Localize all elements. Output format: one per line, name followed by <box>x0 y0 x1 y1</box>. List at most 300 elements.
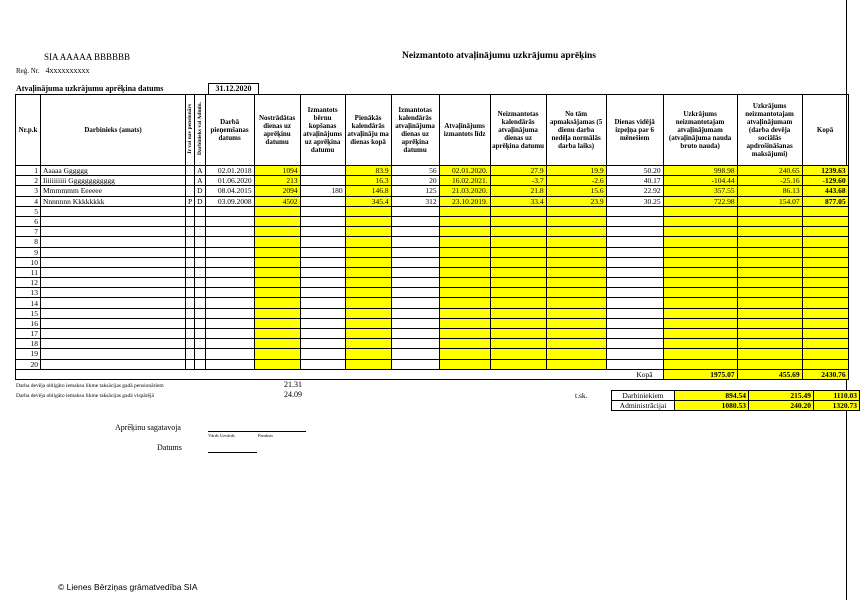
cell-total[interactable] <box>802 206 848 216</box>
cell-employee[interactable] <box>41 298 186 308</box>
cell-due-days[interactable] <box>345 298 391 308</box>
cell-nr[interactable]: 4 <box>16 196 41 206</box>
cell-accrual-ss[interactable]: -25.16 <box>737 176 802 186</box>
cell-category[interactable] <box>195 267 205 277</box>
cell-avg-earnings[interactable]: 40.17 <box>606 176 663 186</box>
cell-used-until[interactable]: 23.10.2019. <box>439 196 490 206</box>
cell-accrual-ss[interactable] <box>737 278 802 288</box>
cell-accrual[interactable] <box>663 288 737 298</box>
cell-start-date[interactable] <box>205 288 254 298</box>
cell-employee[interactable] <box>41 247 186 257</box>
cell-accrual[interactable] <box>663 339 737 349</box>
cell-employee[interactable]: Aaaaa Gggggg <box>41 166 186 176</box>
cell-worked-days[interactable] <box>254 257 300 267</box>
cell-worked-days[interactable] <box>254 318 300 328</box>
cell-accrual-ss[interactable] <box>737 359 802 369</box>
cell-used-child-leave[interactable] <box>300 237 345 247</box>
cell-pensioner[interactable] <box>186 308 195 318</box>
cell-nr[interactable]: 12 <box>16 278 41 288</box>
cell-pensioner[interactable] <box>186 278 195 288</box>
cell-employee[interactable] <box>41 288 186 298</box>
cell-payable-days[interactable]: 15.6 <box>546 186 606 196</box>
cell-due-days[interactable] <box>345 359 391 369</box>
cell-pensioner[interactable] <box>186 216 195 226</box>
cell-payable-days[interactable] <box>546 257 606 267</box>
cell-accrual[interactable] <box>663 247 737 257</box>
cell-worked-days[interactable] <box>254 308 300 318</box>
cell-nr[interactable]: 15 <box>16 308 41 318</box>
cell-due-days[interactable] <box>345 329 391 339</box>
cell-unused-days[interactable] <box>490 237 546 247</box>
cell-worked-days[interactable] <box>254 349 300 359</box>
cell-employee[interactable] <box>41 318 186 328</box>
cell-category[interactable] <box>195 237 205 247</box>
cell-payable-days[interactable] <box>546 216 606 226</box>
cell-nr[interactable]: 7 <box>16 227 41 237</box>
cell-accrual[interactable] <box>663 278 737 288</box>
cell-start-date[interactable] <box>205 227 254 237</box>
cell-used-days[interactable] <box>391 278 439 288</box>
cell-accrual[interactable] <box>663 318 737 328</box>
cell-used-days[interactable] <box>391 216 439 226</box>
cell-total[interactable] <box>802 257 848 267</box>
cell-unused-days[interactable] <box>490 247 546 257</box>
cell-pensioner[interactable] <box>186 318 195 328</box>
cell-unused-days[interactable] <box>490 298 546 308</box>
cell-total[interactable] <box>802 308 848 318</box>
cell-accrual-ss[interactable] <box>737 308 802 318</box>
cell-avg-earnings[interactable] <box>606 318 663 328</box>
cell-total[interactable] <box>802 359 848 369</box>
calc-date-value[interactable]: 31.12.2020 <box>208 83 259 94</box>
cell-used-until[interactable] <box>439 267 490 277</box>
cell-used-child-leave[interactable] <box>300 308 345 318</box>
cell-used-days[interactable] <box>391 359 439 369</box>
cell-used-child-leave[interactable] <box>300 339 345 349</box>
cell-worked-days[interactable]: 2094 <box>254 186 300 196</box>
cell-employee[interactable]: Nnnnnnn Kkkkkkkk <box>41 196 186 206</box>
cell-nr[interactable]: 17 <box>16 329 41 339</box>
cell-category[interactable] <box>195 359 205 369</box>
cell-accrual[interactable] <box>663 257 737 267</box>
cell-due-days[interactable] <box>345 247 391 257</box>
cell-pensioner[interactable] <box>186 227 195 237</box>
cell-accrual-ss[interactable] <box>737 318 802 328</box>
cell-total[interactable]: 1239.63 <box>802 166 848 176</box>
cell-accrual[interactable] <box>663 237 737 247</box>
cell-used-days[interactable] <box>391 237 439 247</box>
cell-used-until[interactable] <box>439 349 490 359</box>
cell-category[interactable]: A <box>195 176 205 186</box>
cell-start-date[interactable] <box>205 257 254 267</box>
cell-used-days[interactable]: 312 <box>391 196 439 206</box>
cell-used-days[interactable] <box>391 227 439 237</box>
cell-avg-earnings[interactable] <box>606 359 663 369</box>
cell-category[interactable] <box>195 318 205 328</box>
cell-unused-days[interactable] <box>490 227 546 237</box>
cell-category[interactable]: D <box>195 186 205 196</box>
cell-used-child-leave[interactable] <box>300 247 345 257</box>
cell-accrual-ss[interactable]: 240.65 <box>737 166 802 176</box>
cell-payable-days[interactable] <box>546 267 606 277</box>
cell-unused-days[interactable] <box>490 318 546 328</box>
cell-employee[interactable] <box>41 227 186 237</box>
cell-total[interactable]: -129.60 <box>802 176 848 186</box>
cell-start-date[interactable] <box>205 308 254 318</box>
cell-used-child-leave[interactable] <box>300 206 345 216</box>
rate-general-value[interactable]: 24.09 <box>284 390 302 399</box>
cell-used-days[interactable]: 125 <box>391 186 439 196</box>
cell-unused-days[interactable]: 27.9 <box>490 166 546 176</box>
cell-avg-earnings[interactable] <box>606 349 663 359</box>
cell-due-days[interactable] <box>345 257 391 267</box>
cell-pensioner[interactable] <box>186 288 195 298</box>
cell-start-date[interactable] <box>205 206 254 216</box>
cell-used-days[interactable] <box>391 247 439 257</box>
cell-used-child-leave[interactable] <box>300 257 345 267</box>
cell-payable-days[interactable] <box>546 298 606 308</box>
cell-nr[interactable]: 3 <box>16 186 41 196</box>
cell-total[interactable] <box>802 329 848 339</box>
cell-due-days[interactable] <box>345 288 391 298</box>
cell-pensioner[interactable] <box>186 166 195 176</box>
cell-pensioner[interactable] <box>186 349 195 359</box>
cell-start-date[interactable]: 03.09.2008 <box>205 196 254 206</box>
cell-total[interactable] <box>802 339 848 349</box>
cell-pensioner[interactable] <box>186 298 195 308</box>
cell-used-until[interactable] <box>439 318 490 328</box>
cell-employee[interactable] <box>41 206 186 216</box>
cell-due-days[interactable] <box>345 339 391 349</box>
cell-due-days[interactable] <box>345 206 391 216</box>
cell-worked-days[interactable]: 4502 <box>254 196 300 206</box>
cell-used-until[interactable] <box>439 257 490 267</box>
cell-avg-earnings[interactable]: 50.20 <box>606 166 663 176</box>
cell-avg-earnings[interactable] <box>606 339 663 349</box>
cell-category[interactable] <box>195 329 205 339</box>
cell-payable-days[interactable] <box>546 308 606 318</box>
cell-pensioner[interactable] <box>186 257 195 267</box>
cell-start-date[interactable] <box>205 298 254 308</box>
cell-worked-days[interactable]: 213 <box>254 176 300 186</box>
cell-used-child-leave[interactable] <box>300 166 345 176</box>
cell-nr[interactable]: 19 <box>16 349 41 359</box>
cell-accrual[interactable] <box>663 267 737 277</box>
cell-total[interactable] <box>802 278 848 288</box>
cell-accrual-ss[interactable]: 86.13 <box>737 186 802 196</box>
cell-pensioner[interactable]: P <box>186 196 195 206</box>
cell-used-until[interactable] <box>439 206 490 216</box>
cell-used-child-leave[interactable] <box>300 349 345 359</box>
cell-accrual-ss[interactable] <box>737 349 802 359</box>
cell-payable-days[interactable] <box>546 359 606 369</box>
cell-category[interactable] <box>195 339 205 349</box>
cell-unused-days[interactable] <box>490 216 546 226</box>
cell-payable-days[interactable] <box>546 206 606 216</box>
cell-pensioner[interactable] <box>186 339 195 349</box>
cell-category[interactable] <box>195 216 205 226</box>
cell-unused-days[interactable] <box>490 267 546 277</box>
cell-employee[interactable]: Iiiiiiiiiii Gggggggggggg <box>41 176 186 186</box>
cell-avg-earnings[interactable] <box>606 247 663 257</box>
cell-payable-days[interactable] <box>546 278 606 288</box>
cell-unused-days[interactable] <box>490 288 546 298</box>
cell-unused-days[interactable] <box>490 329 546 339</box>
cell-start-date[interactable]: 08.04.2015 <box>205 186 254 196</box>
cell-used-child-leave[interactable] <box>300 359 345 369</box>
cell-due-days[interactable]: 83.9 <box>345 166 391 176</box>
cell-employee[interactable] <box>41 349 186 359</box>
cell-used-days[interactable]: 20 <box>391 176 439 186</box>
cell-accrual-ss[interactable] <box>737 257 802 267</box>
cell-accrual[interactable] <box>663 298 737 308</box>
cell-accrual-ss[interactable] <box>737 339 802 349</box>
cell-pensioner[interactable] <box>186 237 195 247</box>
cell-payable-days[interactable] <box>546 288 606 298</box>
cell-total[interactable] <box>802 216 848 226</box>
cell-worked-days[interactable] <box>254 216 300 226</box>
cell-worked-days[interactable] <box>254 298 300 308</box>
cell-accrual[interactable] <box>663 349 737 359</box>
cell-nr[interactable]: 20 <box>16 359 41 369</box>
cell-employee[interactable] <box>41 278 186 288</box>
cell-used-days[interactable]: 56 <box>391 166 439 176</box>
cell-accrual-ss[interactable] <box>737 216 802 226</box>
cell-accrual-ss[interactable] <box>737 288 802 298</box>
cell-pensioner[interactable] <box>186 329 195 339</box>
cell-accrual-ss[interactable] <box>737 206 802 216</box>
cell-avg-earnings[interactable] <box>606 257 663 267</box>
cell-accrual[interactable] <box>663 308 737 318</box>
cell-total[interactable] <box>802 349 848 359</box>
cell-employee[interactable] <box>41 237 186 247</box>
cell-nr[interactable]: 1 <box>16 166 41 176</box>
cell-category[interactable] <box>195 257 205 267</box>
cell-start-date[interactable] <box>205 318 254 328</box>
cell-used-days[interactable] <box>391 298 439 308</box>
cell-used-days[interactable] <box>391 318 439 328</box>
cell-due-days[interactable]: 146.8 <box>345 186 391 196</box>
cell-payable-days[interactable] <box>546 318 606 328</box>
cell-employee[interactable] <box>41 257 186 267</box>
cell-accrual-ss[interactable] <box>737 267 802 277</box>
cell-start-date[interactable] <box>205 329 254 339</box>
cell-used-days[interactable] <box>391 267 439 277</box>
prepared-by-line[interactable] <box>208 431 306 432</box>
cell-worked-days[interactable] <box>254 227 300 237</box>
cell-nr[interactable]: 6 <box>16 216 41 226</box>
cell-nr[interactable]: 5 <box>16 206 41 216</box>
cell-worked-days[interactable] <box>254 247 300 257</box>
cell-start-date[interactable]: 01.06.2020 <box>205 176 254 186</box>
cell-nr[interactable]: 2 <box>16 176 41 186</box>
cell-employee[interactable] <box>41 216 186 226</box>
cell-used-until[interactable] <box>439 329 490 339</box>
cell-payable-days[interactable] <box>546 339 606 349</box>
cell-payable-days[interactable]: 19.9 <box>546 166 606 176</box>
cell-due-days[interactable] <box>345 278 391 288</box>
cell-used-child-leave[interactable] <box>300 176 345 186</box>
cell-unused-days[interactable]: 21.8 <box>490 186 546 196</box>
cell-total[interactable] <box>802 298 848 308</box>
cell-worked-days[interactable] <box>254 206 300 216</box>
cell-nr[interactable]: 11 <box>16 267 41 277</box>
cell-used-until[interactable]: 02.01.2020. <box>439 166 490 176</box>
cell-used-until[interactable] <box>439 339 490 349</box>
cell-accrual[interactable] <box>663 227 737 237</box>
cell-used-until[interactable] <box>439 278 490 288</box>
cell-avg-earnings[interactable] <box>606 308 663 318</box>
cell-used-child-leave[interactable]: 180 <box>300 186 345 196</box>
cell-due-days[interactable]: 345.4 <box>345 196 391 206</box>
cell-avg-earnings[interactable] <box>606 267 663 277</box>
cell-accrual[interactable]: 722.98 <box>663 196 737 206</box>
cell-employee[interactable] <box>41 339 186 349</box>
cell-used-child-leave[interactable] <box>300 267 345 277</box>
cell-pensioner[interactable] <box>186 206 195 216</box>
cell-payable-days[interactable]: 23.9 <box>546 196 606 206</box>
cell-accrual[interactable]: 357.55 <box>663 186 737 196</box>
cell-used-child-leave[interactable] <box>300 318 345 328</box>
cell-pensioner[interactable] <box>186 186 195 196</box>
cell-used-until[interactable]: 16.02.2021. <box>439 176 490 186</box>
cell-payable-days[interactable]: -2.6 <box>546 176 606 186</box>
cell-due-days[interactable]: 16.3 <box>345 176 391 186</box>
cell-unused-days[interactable] <box>490 349 546 359</box>
cell-accrual[interactable] <box>663 329 737 339</box>
cell-due-days[interactable] <box>345 227 391 237</box>
cell-start-date[interactable] <box>205 359 254 369</box>
cell-start-date[interactable] <box>205 339 254 349</box>
cell-pensioner[interactable] <box>186 359 195 369</box>
cell-worked-days[interactable]: 1094 <box>254 166 300 176</box>
cell-accrual[interactable] <box>663 359 737 369</box>
cell-start-date[interactable] <box>205 237 254 247</box>
cell-nr[interactable]: 18 <box>16 339 41 349</box>
cell-used-days[interactable] <box>391 257 439 267</box>
cell-employee[interactable] <box>41 308 186 318</box>
cell-accrual[interactable]: -104.44 <box>663 176 737 186</box>
cell-avg-earnings[interactable] <box>606 298 663 308</box>
cell-used-until[interactable] <box>439 216 490 226</box>
cell-total[interactable]: 443.68 <box>802 186 848 196</box>
cell-avg-earnings[interactable]: 22.92 <box>606 186 663 196</box>
cell-category[interactable] <box>195 308 205 318</box>
cell-payable-days[interactable] <box>546 329 606 339</box>
cell-nr[interactable]: 14 <box>16 298 41 308</box>
cell-used-child-leave[interactable] <box>300 298 345 308</box>
cell-unused-days[interactable] <box>490 257 546 267</box>
cell-payable-days[interactable] <box>546 349 606 359</box>
cell-due-days[interactable] <box>345 308 391 318</box>
cell-category[interactable]: D <box>195 196 205 206</box>
cell-used-child-leave[interactable] <box>300 278 345 288</box>
date-line[interactable] <box>208 452 257 453</box>
cell-used-until[interactable] <box>439 227 490 237</box>
cell-worked-days[interactable] <box>254 278 300 288</box>
cell-unused-days[interactable] <box>490 278 546 288</box>
cell-used-days[interactable] <box>391 288 439 298</box>
cell-total[interactable] <box>802 237 848 247</box>
cell-accrual-ss[interactable] <box>737 329 802 339</box>
cell-used-child-leave[interactable] <box>300 216 345 226</box>
cell-total[interactable] <box>802 227 848 237</box>
cell-used-days[interactable] <box>391 308 439 318</box>
cell-used-child-leave[interactable] <box>300 288 345 298</box>
cell-nr[interactable]: 9 <box>16 247 41 257</box>
cell-category[interactable] <box>195 247 205 257</box>
cell-category[interactable] <box>195 278 205 288</box>
cell-start-date[interactable] <box>205 278 254 288</box>
cell-used-days[interactable] <box>391 206 439 216</box>
cell-used-until[interactable] <box>439 298 490 308</box>
cell-used-until[interactable]: 21.03.2020. <box>439 186 490 196</box>
cell-start-date[interactable] <box>205 247 254 257</box>
cell-avg-earnings[interactable] <box>606 237 663 247</box>
cell-used-until[interactable] <box>439 237 490 247</box>
cell-start-date[interactable] <box>205 267 254 277</box>
cell-accrual[interactable]: 998.98 <box>663 166 737 176</box>
cell-accrual-ss[interactable] <box>737 298 802 308</box>
cell-total[interactable] <box>802 288 848 298</box>
cell-start-date[interactable]: 02.01.2018 <box>205 166 254 176</box>
cell-used-days[interactable] <box>391 329 439 339</box>
cell-used-days[interactable] <box>391 339 439 349</box>
cell-avg-earnings[interactable] <box>606 227 663 237</box>
cell-accrual-ss[interactable] <box>737 237 802 247</box>
cell-avg-earnings[interactable]: 30.25 <box>606 196 663 206</box>
cell-used-child-leave[interactable] <box>300 329 345 339</box>
cell-pensioner[interactable] <box>186 247 195 257</box>
cell-payable-days[interactable] <box>546 247 606 257</box>
cell-payable-days[interactable] <box>546 227 606 237</box>
cell-employee[interactable] <box>41 267 186 277</box>
cell-category[interactable] <box>195 349 205 359</box>
cell-avg-earnings[interactable] <box>606 278 663 288</box>
cell-worked-days[interactable] <box>254 288 300 298</box>
cell-avg-earnings[interactable] <box>606 329 663 339</box>
cell-unused-days[interactable]: 33.4 <box>490 196 546 206</box>
cell-employee[interactable]: Mmmmmm Eeeeee <box>41 186 186 196</box>
cell-accrual[interactable] <box>663 216 737 226</box>
cell-used-until[interactable] <box>439 359 490 369</box>
cell-due-days[interactable] <box>345 216 391 226</box>
cell-due-days[interactable] <box>345 267 391 277</box>
cell-pensioner[interactable] <box>186 176 195 186</box>
cell-accrual-ss[interactable]: 154.07 <box>737 196 802 206</box>
cell-total[interactable] <box>802 318 848 328</box>
cell-employee[interactable] <box>41 329 186 339</box>
cell-total[interactable] <box>802 247 848 257</box>
cell-start-date[interactable] <box>205 349 254 359</box>
cell-nr[interactable]: 16 <box>16 318 41 328</box>
cell-start-date[interactable] <box>205 216 254 226</box>
cell-used-child-leave[interactable] <box>300 196 345 206</box>
cell-accrual-ss[interactable] <box>737 227 802 237</box>
cell-category[interactable] <box>195 298 205 308</box>
cell-accrual[interactable] <box>663 206 737 216</box>
cell-category[interactable] <box>195 288 205 298</box>
cell-nr[interactable]: 10 <box>16 257 41 267</box>
cell-worked-days[interactable] <box>254 237 300 247</box>
cell-used-until[interactable] <box>439 308 490 318</box>
cell-nr[interactable]: 8 <box>16 237 41 247</box>
cell-nr[interactable]: 13 <box>16 288 41 298</box>
cell-due-days[interactable] <box>345 349 391 359</box>
cell-used-until[interactable] <box>439 247 490 257</box>
cell-avg-earnings[interactable] <box>606 288 663 298</box>
cell-unused-days[interactable] <box>490 359 546 369</box>
